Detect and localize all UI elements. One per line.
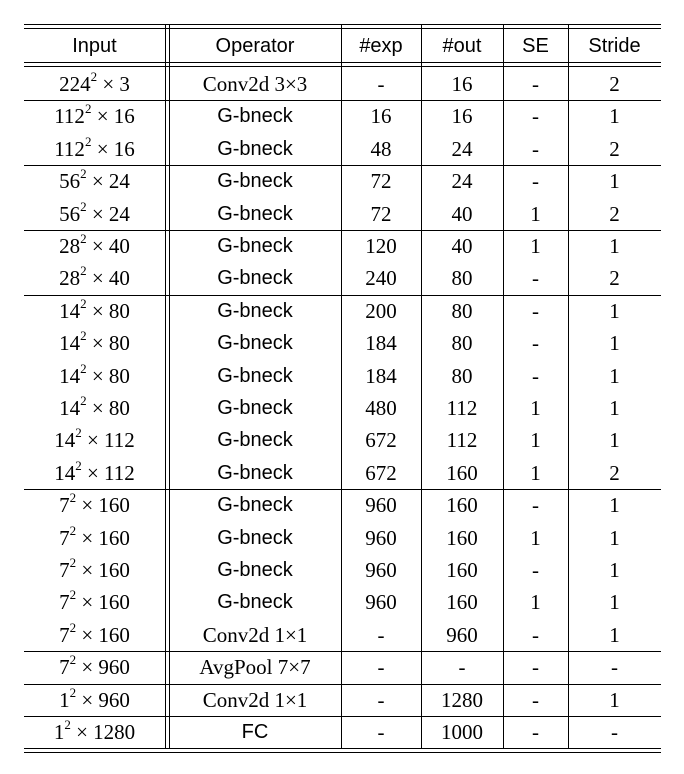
input-rest: × 16 — [91, 136, 135, 161]
cell-stride: 1 — [609, 622, 620, 647]
cell-operator: G-bneck — [217, 461, 293, 484]
cell-se: - — [532, 720, 539, 744]
cell-exp: - — [377, 622, 385, 647]
cell-input — [24, 457, 165, 489]
header-operator: Operator — [215, 35, 295, 57]
cell-se: - — [532, 493, 539, 518]
input-exponent: 2 — [69, 652, 77, 668]
cell-operator: G-bneck — [217, 364, 293, 387]
cell-stride: 1 — [609, 104, 620, 129]
cell-se: 1 — [530, 525, 541, 550]
top-rule-2 — [24, 28, 661, 29]
cell-stride: 2 — [609, 72, 620, 96]
cell-out: 160 — [446, 460, 478, 485]
column-divider — [421, 24, 422, 748]
cell-exp: 960 — [365, 493, 397, 518]
input-base: 1 — [59, 687, 70, 712]
cell-se: 1 — [530, 428, 541, 453]
input-exponent: 2 — [80, 198, 87, 214]
input-base: 28 — [59, 266, 81, 291]
cell-operator: G-bneck — [217, 591, 293, 614]
input-exponent: 2 — [75, 457, 82, 473]
input-exponent: 2 — [80, 360, 87, 376]
cell-stride: 1 — [609, 169, 620, 194]
cell-stride: 2 — [609, 460, 620, 485]
input-rest: × 80 — [86, 363, 130, 388]
input-exponent: 2 — [69, 684, 77, 700]
cell-input — [24, 522, 165, 554]
cell-input — [24, 198, 165, 230]
cell-operator: G-bneck — [217, 105, 293, 128]
cell-input — [24, 716, 165, 748]
cell-exp: 480 — [365, 396, 397, 420]
cell-out: 16 — [451, 72, 473, 96]
input-exponent: 2 — [80, 393, 87, 408]
input-rest: × 960 — [76, 687, 130, 712]
cell-input — [24, 619, 165, 651]
bottom-rule-2 — [24, 752, 661, 753]
input-base: 7 — [59, 493, 70, 518]
cell-stride: 1 — [609, 396, 620, 420]
input-exponent: 2 — [69, 522, 77, 538]
cell-exp: - — [377, 72, 385, 96]
cell-operator: G-bneck — [217, 429, 293, 452]
cell-se: - — [532, 266, 539, 291]
input-exponent: 2 — [80, 263, 87, 279]
cell-operator: G-bneck — [217, 267, 293, 290]
cell-out: 1280 — [441, 687, 483, 712]
cell-input — [24, 586, 165, 618]
cell-operator: G-bneck — [217, 170, 293, 193]
input-rest: × 80 — [86, 396, 130, 420]
cell-se: - — [532, 622, 539, 647]
cell-operator: G-bneck — [217, 526, 293, 549]
input-exponent: 2 — [69, 555, 77, 570]
input-rest: × 160 — [76, 622, 130, 647]
cell-operator: G-bneck — [217, 202, 293, 225]
header-se: SE — [522, 35, 549, 57]
cell-stride: - — [611, 720, 618, 744]
cell-se: - — [532, 169, 539, 194]
input-base: 112 — [54, 136, 85, 161]
cell-exp: 72 — [370, 201, 392, 226]
input-rest: × 16 — [91, 104, 135, 129]
input-rest: × 80 — [86, 298, 130, 323]
cell-stride: 1 — [609, 590, 620, 615]
cell-operator: Conv2d 1×1 — [202, 622, 308, 647]
cell-se: 1 — [530, 234, 541, 258]
cell-exp: 200 — [365, 298, 397, 323]
cell-input — [24, 554, 165, 586]
cell-out: 112 — [446, 396, 478, 420]
input-base: 7 — [59, 525, 70, 550]
cell-operator: Conv2d 3×3 — [202, 72, 308, 96]
cell-input — [24, 489, 165, 521]
cell-stride: 1 — [609, 331, 620, 356]
cell-se: - — [532, 655, 539, 680]
cell-out: 160 — [446, 493, 478, 518]
cell-out: 16 — [451, 104, 473, 129]
input-rest: × 3 — [97, 72, 130, 96]
cell-input — [24, 100, 165, 132]
cell-exp: 120 — [365, 234, 397, 258]
cell-se: - — [532, 72, 539, 96]
header-rule-2 — [24, 66, 661, 67]
cell-stride: 2 — [609, 266, 620, 291]
cell-input — [24, 424, 165, 456]
input-rest: × 160 — [76, 525, 130, 550]
cell-se: - — [532, 331, 539, 356]
cell-input — [24, 230, 165, 262]
cell-stride: 1 — [609, 687, 620, 712]
cell-out: 40 — [451, 234, 473, 258]
cell-exp: 240 — [365, 266, 397, 291]
input-exponent: 2 — [75, 425, 82, 441]
cell-se: - — [532, 363, 539, 388]
cell-exp: 960 — [365, 590, 397, 615]
cell-exp: - — [377, 720, 385, 744]
cell-operator: AvgPool 7×7 — [199, 655, 311, 680]
cell-operator: G-bneck — [217, 299, 293, 322]
cell-stride: - — [611, 655, 618, 680]
cell-out: - — [458, 655, 466, 680]
cell-input — [24, 295, 165, 327]
cell-exp: 960 — [365, 558, 397, 582]
cell-exp: 48 — [370, 136, 392, 161]
column-divider — [169, 24, 170, 748]
input-base: 28 — [59, 234, 81, 258]
cell-exp: 72 — [370, 169, 392, 194]
input-exponent: 2 — [84, 101, 92, 117]
column-divider — [568, 24, 569, 748]
cell-input — [24, 165, 165, 197]
column-divider — [165, 24, 166, 748]
cell-se: 1 — [530, 460, 541, 485]
cell-stride: 1 — [609, 493, 620, 518]
input-rest: × 160 — [76, 590, 130, 615]
cell-exp: 184 — [365, 363, 397, 388]
input-base: 14 — [54, 460, 76, 485]
cell-input — [24, 133, 165, 165]
cell-out: 80 — [451, 298, 473, 323]
cell-out: 24 — [451, 169, 473, 194]
header-input: Input — [72, 35, 117, 57]
cell-operator: G-bneck — [217, 332, 293, 355]
cell-operator: G-bneck — [217, 235, 293, 257]
input-base: 56 — [59, 169, 81, 194]
cell-operator: G-bneck — [217, 137, 293, 160]
cell-stride: 1 — [609, 234, 620, 258]
input-exponent: 2 — [80, 166, 87, 182]
input-base: 14 — [59, 298, 81, 323]
cell-out: 24 — [451, 136, 473, 161]
cell-out: 112 — [446, 428, 478, 453]
cell-stride: 2 — [609, 201, 620, 226]
input-rest: × 40 — [86, 266, 130, 291]
input-base: 224 — [59, 72, 91, 96]
input-exponent: 2 — [69, 619, 77, 635]
cell-exp: 672 — [365, 460, 397, 485]
input-rest: × 160 — [76, 558, 130, 582]
input-exponent: 2 — [69, 490, 77, 506]
input-base: 14 — [54, 428, 76, 453]
cell-out: 160 — [446, 590, 478, 615]
cell-out: 960 — [446, 622, 478, 647]
cell-operator: Conv2d 1×1 — [202, 687, 308, 712]
cell-input — [24, 684, 165, 716]
input-base: 7 — [59, 590, 70, 615]
cell-se: 1 — [530, 201, 541, 226]
input-rest: × 112 — [81, 460, 135, 485]
header-stride: Stride — [588, 35, 641, 57]
input-exponent: 2 — [69, 587, 77, 603]
cell-input — [24, 651, 165, 683]
cell-stride: 1 — [609, 363, 620, 388]
cell-stride: 1 — [609, 428, 620, 453]
cell-exp: 960 — [365, 525, 397, 550]
cell-se: - — [532, 136, 539, 161]
cell-input — [24, 360, 165, 392]
cell-se: - — [532, 687, 539, 712]
input-base: 14 — [59, 331, 81, 356]
cell-exp: 184 — [365, 331, 397, 356]
input-rest: × 1280 — [70, 720, 136, 744]
cell-out: 80 — [451, 266, 473, 291]
input-exponent: 2 — [80, 328, 87, 344]
cell-operator: G-bneck — [217, 494, 293, 517]
header-exp: #exp — [359, 35, 403, 57]
cell-out: 80 — [451, 331, 473, 356]
cell-operator: G-bneck — [217, 559, 293, 581]
cell-se: 1 — [530, 396, 541, 420]
input-exponent: 2 — [90, 69, 98, 84]
cell-exp: 672 — [365, 428, 397, 453]
header-out: #out — [442, 35, 482, 57]
top-rule — [24, 24, 661, 25]
input-base: 14 — [59, 363, 81, 388]
input-rest: × 112 — [81, 428, 135, 453]
cell-input — [24, 327, 165, 359]
bottom-rule — [24, 748, 661, 749]
cell-out: 160 — [446, 525, 478, 550]
cell-se: - — [532, 104, 539, 129]
cell-stride: 1 — [609, 298, 620, 323]
input-exponent: 2 — [84, 133, 92, 149]
input-base: 112 — [54, 104, 85, 129]
input-base: 14 — [59, 396, 81, 420]
cell-operator: G-bneck — [217, 397, 293, 419]
cell-input — [24, 68, 165, 100]
input-base: 7 — [59, 655, 70, 680]
input-rest: × 40 — [86, 234, 130, 258]
cell-se: - — [532, 298, 539, 323]
cell-input — [24, 392, 165, 424]
input-rest: × 80 — [86, 331, 130, 356]
cell-exp: - — [377, 687, 385, 712]
input-rest: × 160 — [76, 493, 130, 518]
cell-out: 160 — [446, 558, 478, 582]
cell-exp: 16 — [370, 104, 392, 129]
input-exponent: 2 — [80, 231, 87, 246]
cell-stride: 1 — [609, 525, 620, 550]
column-divider — [503, 24, 504, 748]
input-rest: × 24 — [86, 201, 130, 226]
input-base: 56 — [59, 201, 81, 226]
cell-stride: 1 — [609, 558, 620, 582]
cell-se: - — [532, 558, 539, 582]
cell-stride: 2 — [609, 136, 620, 161]
input-base: 7 — [59, 558, 70, 582]
input-exponent: 2 — [64, 717, 71, 732]
header-rule — [24, 62, 661, 63]
cell-operator: FC — [241, 721, 269, 743]
input-base: 1 — [53, 720, 65, 744]
input-base: 7 — [59, 622, 70, 647]
input-rest: × 960 — [76, 655, 130, 680]
input-rest: × 24 — [86, 169, 130, 194]
cell-out: 1000 — [441, 720, 483, 744]
cell-se: 1 — [530, 590, 541, 615]
cell-out: 40 — [451, 201, 473, 226]
cell-exp: - — [377, 655, 385, 680]
column-divider — [341, 24, 342, 748]
input-exponent: 2 — [80, 295, 87, 311]
cell-out: 80 — [451, 363, 473, 388]
cell-input — [24, 262, 165, 294]
